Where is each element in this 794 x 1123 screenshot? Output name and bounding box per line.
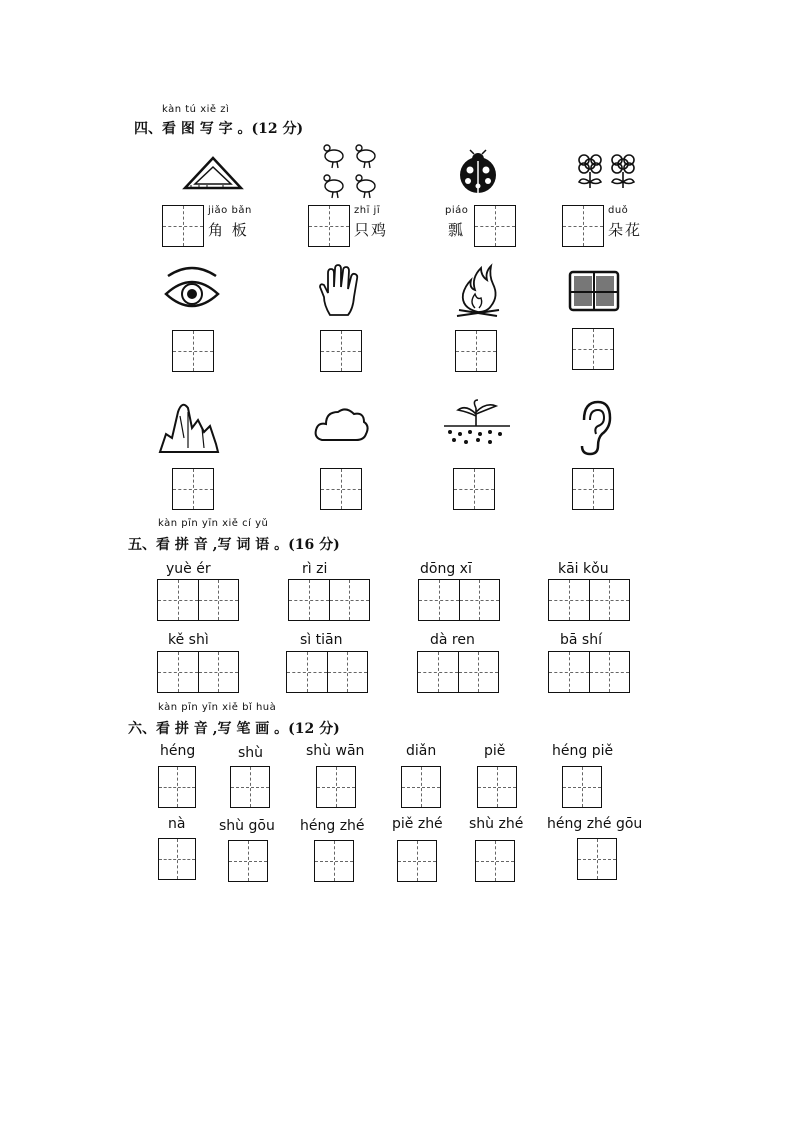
word-pinyin: dōng xī <box>420 561 472 577</box>
writing-box-field[interactable] <box>572 328 614 370</box>
ear-icon <box>576 400 612 456</box>
seedlings-icon <box>442 400 512 446</box>
word-boxes[interactable] <box>157 651 239 693</box>
section4-title: 四、看 图 写 字 。(12 分) <box>134 121 304 137</box>
stroke-pinyin: piě <box>484 743 506 759</box>
text-duo-hua: 朵花 <box>608 221 643 239</box>
pinyin-jiao-ban: jiǎo bǎn <box>208 205 252 216</box>
set-square-icon <box>183 156 243 190</box>
section6-title: 六、看 拼 音 ,写 笔 画 。(12 分) <box>128 721 340 737</box>
word-boxes[interactable] <box>548 651 630 693</box>
word-pinyin: kāi kǒu <box>558 561 609 577</box>
stroke-box[interactable] <box>475 840 515 882</box>
text-zhi-ji: 只鸡 <box>354 221 389 239</box>
mountain-icon <box>158 398 220 454</box>
stroke-box[interactable] <box>577 838 617 880</box>
stroke-pinyin: héng zhé gōu <box>547 816 643 832</box>
writing-box-piao[interactable] <box>474 205 516 247</box>
stroke-box[interactable] <box>158 838 196 880</box>
stroke-pinyin: shù zhé <box>469 816 524 832</box>
section5-pinyin: kàn pīn yīn xiě cí yǔ <box>158 518 269 529</box>
section5-title: 五、看 拼 音 ,写 词 语 。(16 分) <box>128 537 340 553</box>
stroke-pinyin: nà <box>168 816 186 832</box>
stroke-pinyin: piě zhé <box>392 816 443 832</box>
stroke-box[interactable] <box>477 766 517 808</box>
field-icon <box>568 268 620 314</box>
stroke-box[interactable] <box>228 840 268 882</box>
word-pinyin: kě shì <box>168 632 209 648</box>
writing-box-hand[interactable] <box>320 330 362 372</box>
word-boxes[interactable] <box>417 651 499 693</box>
section6-pinyin: kàn pīn yīn xiě bǐ huà <box>158 702 277 713</box>
chickens-icon <box>320 140 382 202</box>
word-pinyin: sì tiān <box>300 632 343 648</box>
hand-icon <box>318 265 364 317</box>
stroke-pinyin: héng piě <box>552 743 614 759</box>
stroke-pinyin: héng zhé <box>300 818 365 834</box>
writing-box-fire[interactable] <box>455 330 497 372</box>
writing-box-cloud[interactable] <box>320 468 362 510</box>
word-boxes[interactable] <box>548 579 630 621</box>
writing-box-ear[interactable] <box>572 468 614 510</box>
fire-icon <box>455 262 501 318</box>
stroke-pinyin: shù wān <box>306 743 365 759</box>
word-pinyin: dà ren <box>430 632 475 648</box>
stroke-box[interactable] <box>230 766 270 808</box>
stroke-pinyin: héng <box>160 743 196 759</box>
flowers-icon <box>573 152 641 192</box>
word-pinyin: rì zi <box>302 561 328 577</box>
pinyin-piao: piáo <box>445 205 469 216</box>
stroke-box[interactable] <box>158 766 196 808</box>
writing-box-seedlings[interactable] <box>453 468 495 510</box>
word-pinyin: bā shí <box>560 632 602 648</box>
stroke-box[interactable] <box>562 766 602 808</box>
text-piao: 瓢 <box>448 221 466 239</box>
writing-box-eye[interactable] <box>172 330 214 372</box>
writing-box-jiao[interactable] <box>162 205 204 247</box>
pinyin-zhi-ji: zhī jī <box>354 205 381 216</box>
stroke-box[interactable] <box>397 840 437 882</box>
ladybug-icon <box>455 150 501 196</box>
word-boxes[interactable] <box>157 579 239 621</box>
word-boxes[interactable] <box>288 579 370 621</box>
eye-icon <box>164 266 220 316</box>
pinyin-duo: duǒ <box>608 205 629 216</box>
stroke-pinyin: shù gōu <box>219 818 275 834</box>
stroke-box[interactable] <box>316 766 356 808</box>
section4-pinyin: kàn tú xiě zì <box>162 104 230 115</box>
word-boxes[interactable] <box>418 579 500 621</box>
writing-box-duo[interactable] <box>562 205 604 247</box>
stroke-box[interactable] <box>314 840 354 882</box>
writing-box-zhi[interactable] <box>308 205 350 247</box>
word-boxes[interactable] <box>286 651 368 693</box>
stroke-box[interactable] <box>401 766 441 808</box>
writing-box-mountain[interactable] <box>172 468 214 510</box>
stroke-pinyin: diǎn <box>406 743 437 759</box>
word-pinyin: yuè ér <box>166 561 211 577</box>
cloud-icon <box>314 404 370 444</box>
text-jiao-ban: 角 板 <box>208 221 249 239</box>
stroke-pinyin: shù <box>238 745 264 761</box>
